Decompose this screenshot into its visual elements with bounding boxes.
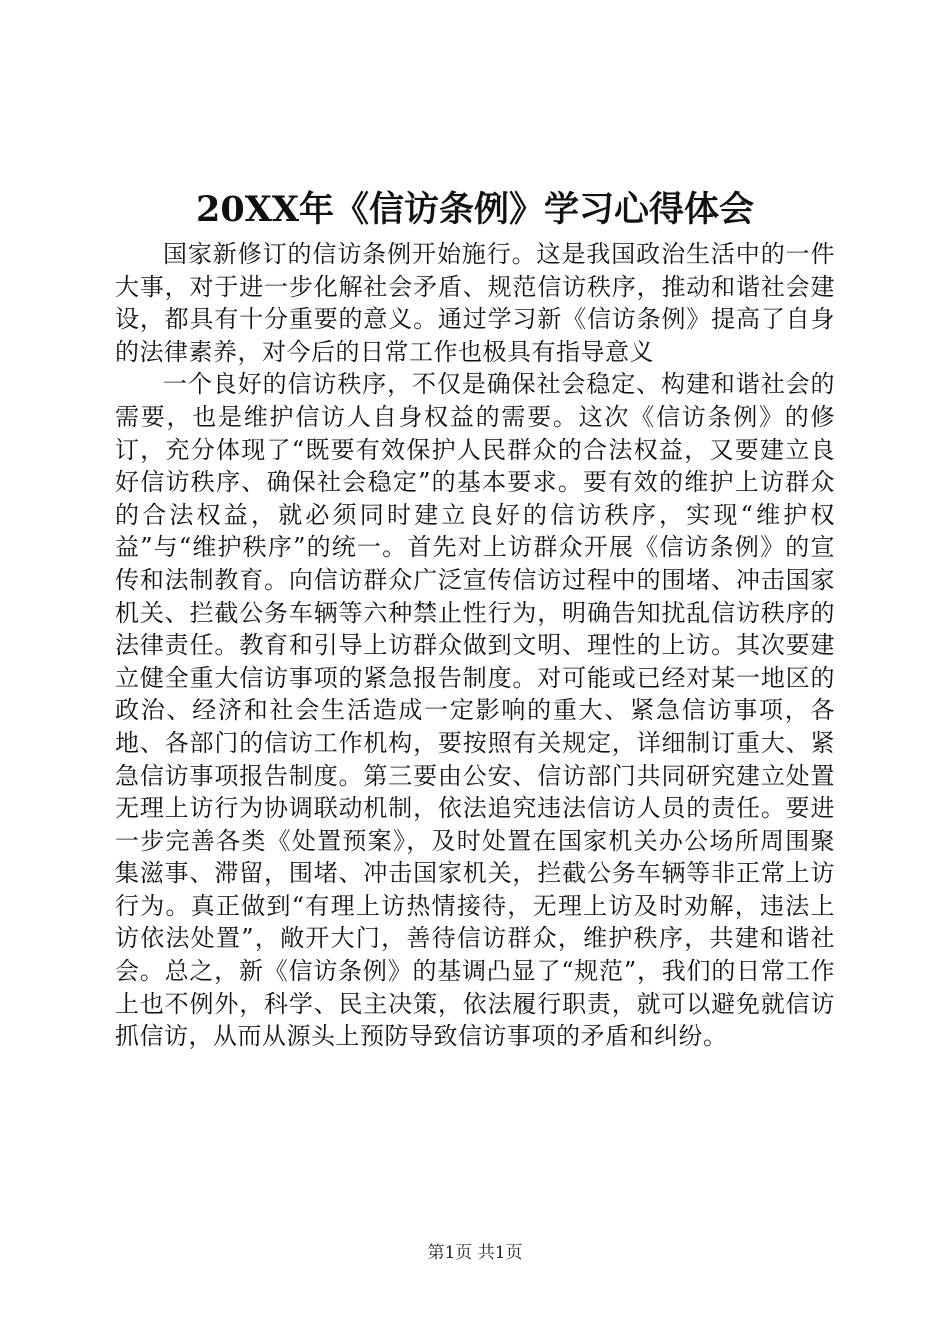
page-footer: 第1页 共1页: [427, 1243, 523, 1263]
paragraph-main: 一个良好的信访秩序，不仅是确保社会稳定、构建和谐社会的需要，也是维护信访人自身权益的需要。这次《信访条例》的修订，充分体现了“既要有效保护人民群众的合法权益，又要建立良好信访秩序、确保社会稳定”的基本要求。要有效的维护上访群众的合法权益，就必须同时建立良好的信访秩序，实现“维护权益”与“维护秩序”的统一。首先对上访群众开展《信访条例》的宣传和法制教育。向信访群众广泛宣传信访过程中的围堵、冲击国家机关、拦截公务车辆等六种禁止性行为，明确告知扰乱信访秩序的法律责任。教育和引导上访群众做到文明、理性的上访。其次要建立健全重大信访事项的紧急报告制度。对可能或已经对某一地区的政治、经济和社会生活造成一定影响的重大、紧急信访事项，各地、各部门的信访工作机构，要按照有关规定，详细制订重大、紧急信访事项报告制度。第三要由公安、信访部门共同研究建立处置无理上访行为协调联动机制，依法追究违法信访人员的责任。要进一步完善各类《处置预案》，及时处置在国家机关办公场所周围聚集滋事、滞留，围堵、冲击国家机关，拦截公务车辆等非正常上访行为。真正做到“有理上访热情接待，无理上访及时劝解，违法上访依法处置”，敞开大门，善待信访群众，维护秩序，共建和谐社会。总之，新《信访条例》的基调凸显了“规范”，我们的日常工作上也不例外，科学、民主决策，依法履行职责，就可以避免就信访抓信访，从而从源头上预防导致信访事项的矛盾和纠纷。: [115, 370, 835, 1051]
document-title: 20XX年《信访条例》学习心得体会: [195, 189, 755, 230]
paragraph-intro: 国家新修订的信访条例开始施行。这是我国政治生活中的一件大事，对于进一步化解社会矛盾、规范信访秩序，推动和谐社会建设，都具有十分重要的意义。通过学习新《信访条例》提高了自身的法律素养，对今后的日常工作也极具有指导意义: [115, 240, 835, 366]
document-body: [115, 238, 835, 1053]
